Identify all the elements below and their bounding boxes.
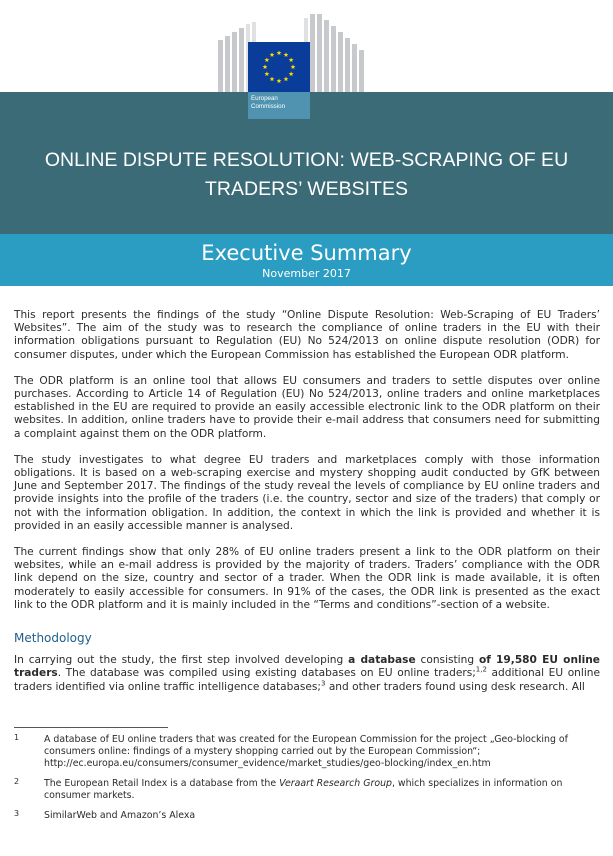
footnote-text: , which specializes in information on consumer markets. xyxy=(44,778,563,801)
star-icon xyxy=(264,71,269,76)
footnote-text: SimilarWeb and Amazon’s Alexa xyxy=(44,810,196,821)
report-title xyxy=(0,146,613,204)
methodology-text: In carrying out the study, the first step involved developing xyxy=(14,654,349,667)
footnotes xyxy=(14,734,600,830)
eu-stars-icon xyxy=(248,42,310,92)
star-icon xyxy=(270,52,275,57)
report-date: November 2017 xyxy=(262,267,351,280)
logo-text-line2: Commission xyxy=(251,103,286,110)
paragraph-intro: This report presents the findings of the study “Online Dispute Resolution: Web-Scraping of EU Traders’ Websites”. The aim of the study was to research the compliance of online traders in the EU with their information obligations pursuant to Regulation (EU) No 524/2013 on online dispute resolution (ODR) for consumer disputes, under which the European Commission has established the European ODR platform. xyxy=(14,309,600,361)
footnote-number: 2 xyxy=(14,777,20,786)
footnote-text: The European Retail Index is a database from the xyxy=(44,778,280,789)
star-icon xyxy=(270,77,275,82)
footnote-text: A database of EU online traders that was created for the European Commission for the project „Geo-blocking of consumers online: findings of a mystery shopping carried out by the European Commission“; http://ec.europa.eu/consumers/consumer_evidence/market_studies/geo-blocking/index_en.htm xyxy=(44,734,568,769)
footnote-ref[interactable]: 3 xyxy=(320,679,326,688)
methodology-text: additional EU online traders identified via online traffic intelligence databases; xyxy=(14,667,601,693)
footnote-2 xyxy=(14,778,600,802)
footnote-number: 1 xyxy=(14,733,20,742)
footnote-number: 3 xyxy=(14,809,20,818)
paragraph-study: The study investigates to what degree EU traders and marketplaces comply with those information obligations. It is based on a web-scraping exercise and mystery shopping audit conducted by GfK between June and September 2017. The findings of the study reveal the levels of compliance by EU online traders and provide insights into the profile of the traders (i.e. the country, sector and size of the traders) that comply or not with the information obligation. In addition, the context in which the link is provided and whether it is provided in an easily accessible manner is analysed. xyxy=(14,453,600,532)
title-band xyxy=(0,92,613,234)
report-title-line1: ONLINE DISPUTE RESOLUTION: WEB-SCRAPING OF EU xyxy=(44,149,569,171)
commission-logo xyxy=(248,92,310,119)
star-icon xyxy=(284,77,289,82)
body-content xyxy=(14,309,600,694)
star-icon xyxy=(277,50,282,55)
paragraph-methodology xyxy=(14,654,600,694)
star-icon xyxy=(289,57,294,62)
footnote-ref[interactable]: 1,2 xyxy=(475,665,487,674)
footnote-divider xyxy=(14,727,168,728)
methodology-text: and other traders found using desk research. All xyxy=(325,680,585,693)
report-title-line2: TRADERS’ WEBSITES xyxy=(205,178,408,200)
section-title: Executive Summary xyxy=(201,241,412,265)
methodology-bold: a database xyxy=(348,654,416,667)
star-icon xyxy=(277,78,282,83)
subtitle-band xyxy=(0,234,613,286)
star-icon xyxy=(291,64,296,69)
star-icon xyxy=(264,57,269,62)
logo-text-line1: European xyxy=(251,95,278,102)
eu-flag xyxy=(248,42,310,92)
methodology-heading: Methodology xyxy=(14,631,92,646)
paragraph-findings: The current findings show that only 28% of EU online traders present a link to the ODR platform on their websites, while an e-mail address is provided by the majority of traders. Traders’ compliance with the ODR link depend on the size, country and sector of a trader. When the ODR link is made available, it is often moderately to easily accessible for consumers. In 91% of the cases, the ODR link is presented as the exact link to the ODR platform and it is mainly included in the “Terms and conditions”-section of a website. xyxy=(14,546,600,611)
logo-area xyxy=(0,0,613,92)
star-icon xyxy=(263,64,268,69)
footnote-3 xyxy=(14,810,600,822)
methodology-bold: of 19,580 EU online traders xyxy=(14,654,600,680)
methodology-text: . The database was compiled using existing databases on EU online traders; xyxy=(57,667,476,680)
paragraph-odr-platform: The ODR platform is an online tool that allows EU consumers and traders to settle disputes over online purchases. According to Article 14 of Regulation (EU) No 524/2013, online traders and online marketplaces established in the EU are required to provide an easily accessible electronic link to the ODR platform on their websites. In addition, online traders have to provide their e-mail address that consumers need for submitting a complaint against them on the ODR platform. xyxy=(14,374,600,440)
star-icon xyxy=(289,71,294,76)
footnote-1 xyxy=(14,734,600,770)
methodology-text: consisting xyxy=(415,654,479,667)
footnote-emphasis: Veraart Research Group xyxy=(279,778,392,789)
star-icon xyxy=(284,52,289,57)
